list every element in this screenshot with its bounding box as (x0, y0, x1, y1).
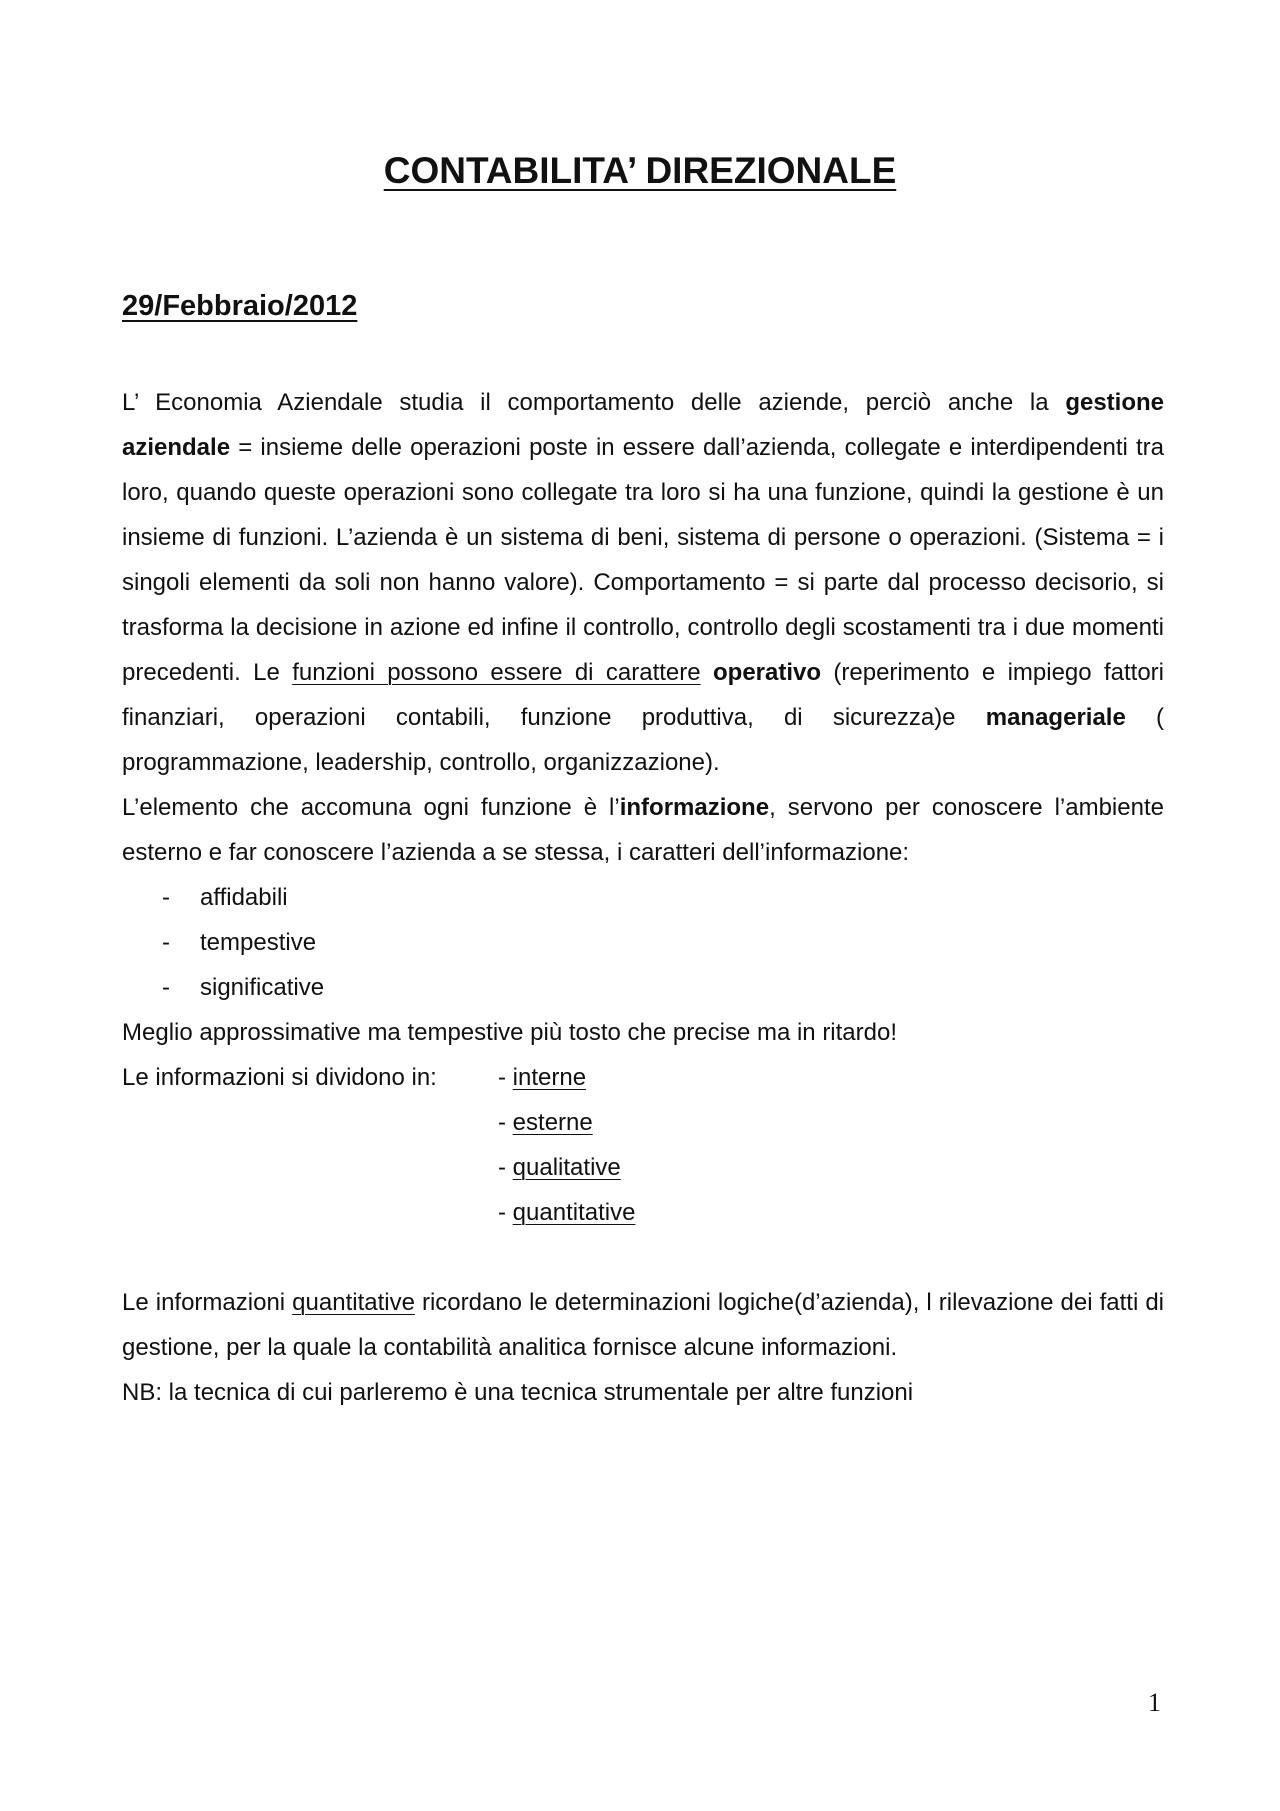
list-item (122, 920, 1164, 965)
text-span: = insieme delle operazioni poste in essere dall’azienda, collegate e interdipendenti tra loro, quando queste operazioni sono collegate tra loro si ha una funzione, quindi la gestione è un insieme di funzioni. L’azienda è un sistema di beni, sistema di persone o operazioni. (Sistema = i singoli elementi da soli non hanno valore). Comportamento = si parte dal processo decisorio, si trasforma la decisione in azione ed infine il controllo, controllo degli scostamenti tra i due momenti precedenti. Le (122, 434, 1164, 686)
bold-term-informazione: informazione (619, 794, 770, 821)
division-item-text: interne (512, 1064, 587, 1091)
bold-term-operativo: operativo (713, 659, 822, 686)
dash-bullet: - (162, 929, 170, 956)
characteristics-list (122, 875, 1164, 1010)
division-item (122, 1100, 1164, 1145)
division-item-text: esterne (512, 1109, 593, 1136)
list-item (122, 875, 1164, 920)
text-span: L’elemento che accomuna ogni funzione è l’ (122, 794, 620, 821)
text-span: ( programmazione, leadership, controllo, organizzazione). (122, 704, 1164, 776)
nb-line: NB: la tecnica di cui parleremo è una tecnica strumentale per altre funzioni (122, 1379, 914, 1406)
dash-bullet: - (498, 1199, 506, 1226)
division-item (498, 1055, 586, 1100)
dash-bullet: - (498, 1064, 506, 1091)
division-item (122, 1145, 1164, 1190)
list-item-text: tempestive (200, 929, 317, 956)
bold-term-gestione-aziendale: gestione aziendale (122, 389, 1164, 461)
text-span: (reperimento e impiego fattori finanziari, operazioni contabili, funzione produttiva, di sicurezza)e (122, 659, 1165, 731)
lecture-date: 29/Febbraio/2012 (122, 290, 358, 322)
division-row (122, 1055, 1164, 1100)
text-span (701, 659, 713, 686)
paragraph-quantitative (122, 1280, 1164, 1370)
document-title: CONTABILITA’ DIREZIONALE (383, 150, 897, 191)
division-item (122, 1190, 1164, 1235)
text-span: L’ Economia Aziendale studia il comportamento delle aziende, perciò anche la (122, 389, 1066, 416)
meglio-line: Meglio approssimative ma tempestive più tosto che precise ma in ritardo! (122, 1019, 898, 1046)
text-span: ricordano le determinazioni logiche(d’azienda), l rilevazione dei fatti di gestione, per la quale la contabilità analitica fornisce alcune informazioni. (122, 1289, 1165, 1361)
dash-bullet: - (162, 884, 170, 911)
spacer (122, 1235, 1164, 1280)
list-item-text: affidabili (200, 884, 288, 911)
bold-term-manageriale: manageriale (985, 704, 1126, 731)
text-span: , servono per conoscere l’ambiente esterno e far conoscere l’azienda a se stessa, i caratteri dell’informazione: (122, 794, 1164, 866)
paragraph-informazione (122, 785, 1164, 875)
dash-bullet: - (498, 1154, 506, 1181)
dash-bullet: - (498, 1109, 506, 1136)
underlined-funzioni: funzioni possono essere di carattere (292, 659, 701, 686)
division-item-text: qualitative (512, 1154, 621, 1181)
division-label: Le informazioni si dividono in: (122, 1064, 437, 1091)
paragraph-gestione (122, 380, 1164, 785)
underlined-quantitative: quantitative (292, 1289, 415, 1316)
division-item-text: quantitative (512, 1199, 636, 1226)
page-number: 1 (1148, 1688, 1161, 1717)
list-item-text: significative (200, 974, 325, 1001)
list-item (122, 965, 1164, 1010)
dash-bullet: - (162, 974, 170, 1001)
document-body (122, 380, 1164, 1415)
text-span: Le informazioni (122, 1289, 293, 1316)
